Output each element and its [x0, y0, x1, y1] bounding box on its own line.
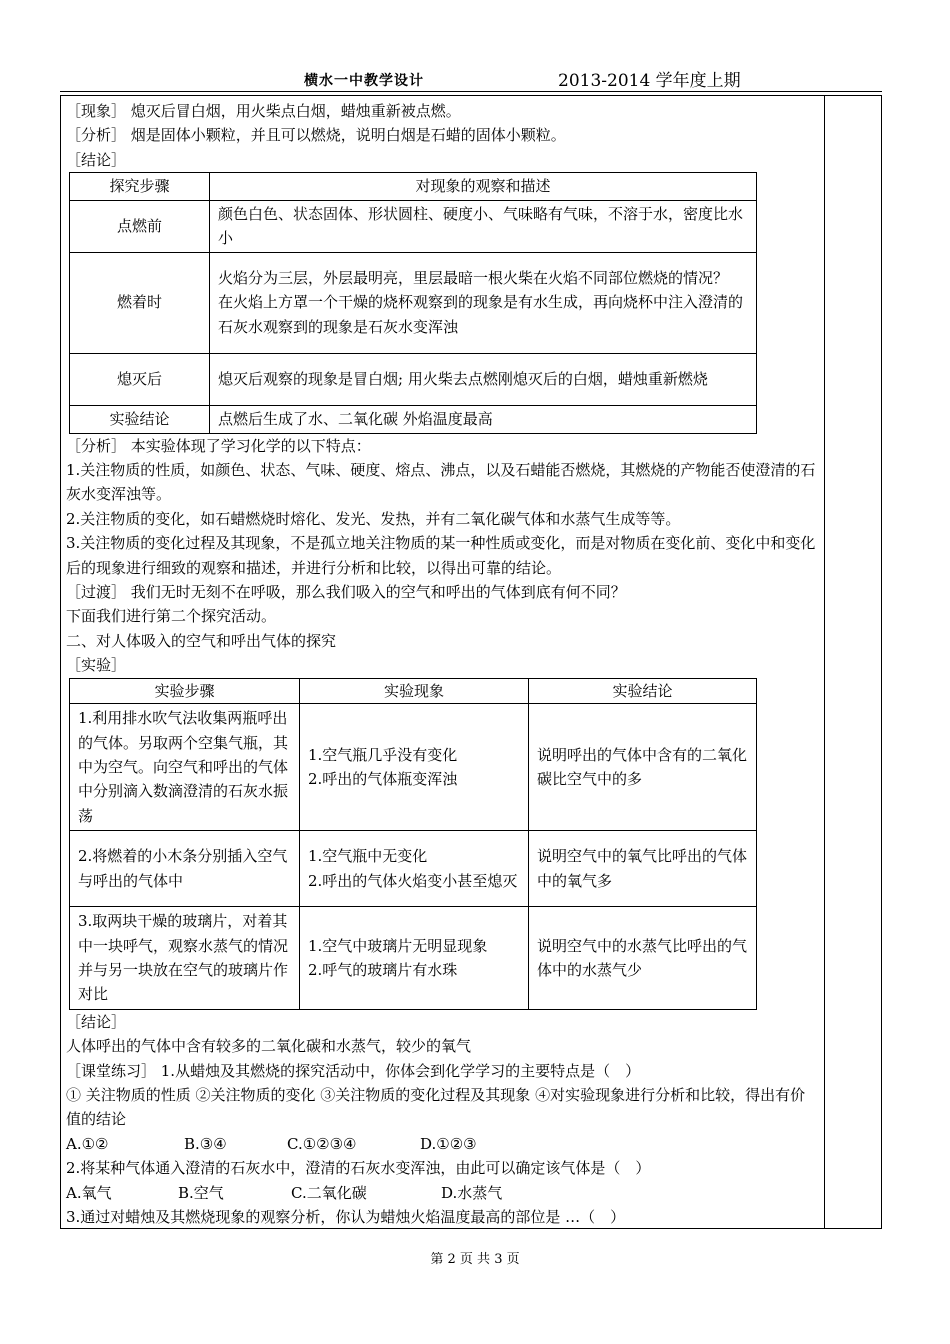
phenomenon-cell	[300, 831, 529, 907]
practice-question-2: 2.将某种气体通入澄清的石灰水中，澄清的石灰水变浑浊，由此可以确定该气体是（ ）	[66, 1159, 651, 1178]
conclusion-label: ［结论］	[66, 150, 127, 169]
practice-question-2-options	[66, 1181, 820, 1205]
table-row	[70, 704, 757, 831]
conclusion-cell: 说明空气中的氧气比呼出的气体中的氧气多	[529, 831, 757, 907]
transition-line: ［过渡］ 我们无时无刻不在呼吸，那么我们吸入的空气和呼出的气体到底有何不同？	[66, 583, 626, 602]
page-footer: 第 2 页 共 3 页	[430, 1252, 520, 1267]
practice-question-1-items: ① 关注物质的性质 ②关注物质的变化 ③关注物质的变化过程及其现象 ④对实验现象进行分析和比较，得出有价值的结论	[66, 1085, 806, 1129]
analysis-line: ［分析］ 烟是固体小颗粒，并且可以燃烧，说明白烟是石蜡的固体小颗粒。	[66, 126, 566, 145]
step-cell: 实验结论	[70, 405, 210, 433]
table-header-cell: 实验结论	[529, 678, 757, 703]
analysis-point: 1.关注物质的性质，如颜色、状态、气味、硬度、熔点、沸点，以及石蜡能否燃烧，其燃烧的产物能否使澄清的石灰水变浑浊等。	[66, 461, 816, 504]
table-header-cell: 实验现象	[300, 678, 529, 703]
step-cell: 1.利用排水吹气法收集两瓶呼出的气体。另取两个空集气瓶，其中为空气。向空气和呼出的气体中分别滴入数滴澄清的石灰水振荡	[70, 704, 300, 831]
table-header-cell: 对现象的观察和描述	[210, 173, 757, 200]
analysis-point: 3.关注物质的变化过程及其现象，不是孤立地关注物质的某一种性质或变化，而是对物质在变化前、变化中和变化后的现象进行细致的观察和描述，并进行分析和比较，以得出可靠的结论。	[66, 534, 816, 577]
step-cell: 3.取两块干燥的玻璃片，对着其中一块呼气，观察水蒸气的情况并与另一块放在空气的玻璃片作对比	[70, 907, 300, 1010]
phenomenon-line: 2.呼气的玻璃片有水珠	[308, 960, 458, 979]
section-heading: 二、对人体吸入的空气和呼出气体的探究	[66, 631, 337, 650]
candle-observation-table	[69, 172, 757, 433]
desc-cell	[210, 252, 757, 353]
option-c: C.二氧化碳	[291, 1183, 367, 1202]
table-row	[70, 907, 757, 1010]
conclusion2-label: ［结论］	[66, 1012, 127, 1031]
phenomenon-line: 1.空气瓶中无变化	[308, 847, 428, 866]
table-header-row	[70, 173, 757, 200]
option-a: A.①②	[66, 1134, 109, 1153]
phenomenon-line: ［现象］ 熄灭后冒白烟，用火柴点白烟，蜡烛重新被点燃。	[66, 102, 461, 120]
practice-question-1-options	[66, 1132, 820, 1156]
desc-cell: 点燃后生成了水、二氧化碳 外焰温度最高	[210, 405, 757, 433]
option-c: C.①②③④	[287, 1134, 357, 1153]
step-cell: 熄灭后	[70, 353, 210, 405]
option-d: D.①②③	[420, 1134, 477, 1153]
phenomenon-line: 2.呼出的气体火焰变小甚至熄灭	[308, 871, 518, 890]
table-header-cell: 探究步骤	[70, 173, 210, 200]
school-title: 横水一中教学设计	[304, 73, 424, 89]
desc-line: 在火焰上方罩一个干燥的烧杯观察到的现象是有水生成，再向烧杯中注入澄清的石灰水观察到的现象是石灰水变浑浊	[218, 293, 744, 336]
option-b: B.空气	[178, 1183, 224, 1202]
term-title: 2013-2014 学年度上期	[558, 71, 741, 91]
desc-cell: 熄灭后观察的现象是冒白烟; 用火柴去点燃刚熄灭后的白烟，蜡烛重新燃烧	[210, 353, 757, 405]
practice-question-1: ［课堂练习］ 1.从蜡烛及其燃烧的探究活动中，你体会到化学学习的主要特点是（ ）	[66, 1061, 641, 1080]
table-header-cell: 实验步骤	[70, 678, 300, 703]
table-row	[70, 831, 757, 907]
step-cell: 点燃前	[70, 200, 210, 252]
page-header	[60, 66, 882, 92]
conclusion2-text: 人体呼出的气体中含有较多的二氧化碳和水蒸气，较少的氧气	[66, 1037, 472, 1056]
option-a: A.氧气	[66, 1183, 112, 1202]
analysis-point: 2.关注物质的变化，如石蜡燃烧时熔化、发光、发热，并有二氧化碳气体和水蒸气生成等等。	[66, 509, 681, 528]
table-row	[70, 252, 757, 353]
phenomenon-cell	[300, 704, 529, 831]
breath-experiment-table	[69, 678, 757, 1010]
table-row	[70, 405, 757, 433]
phenomenon-cell	[300, 907, 529, 1010]
next-activity-line: 下面我们进行第二个探究活动。	[66, 607, 277, 626]
table-row	[70, 200, 757, 252]
phenomenon-line: 1.空气中玻璃片无明显现象	[308, 936, 488, 955]
phenomenon-line: 2.呼出的气体瓶变浑浊	[308, 770, 458, 789]
phenomenon-line: 1.空气瓶几乎没有变化	[308, 745, 458, 764]
side-notes-cell	[824, 95, 882, 1229]
option-b: B.③④	[184, 1134, 227, 1153]
practice-question-3: 3.通过对蜡烛及其燃烧现象的观察分析，你认为蜡烛火焰温度最高的部位是 …（ ）	[66, 1208, 626, 1226]
header-rule	[60, 91, 882, 92]
experiment-label: ［实验］	[66, 656, 127, 675]
table-row	[70, 353, 757, 405]
desc-cell: 颜色白色、状态固体、形状圆柱、硬度小、气味略有气味，不溶于水，密度比水小	[210, 200, 757, 252]
option-d: D.水蒸气	[441, 1183, 503, 1202]
document-body	[66, 99, 820, 1229]
conclusion-cell: 说明空气中的水蒸气比呼出的气体中的水蒸气少	[529, 907, 757, 1010]
desc-line: 火焰分为三层，外层最明亮，里层最暗一根火柴在火焰不同部位燃烧的情况？	[218, 269, 729, 288]
analysis2-intro: ［分析］ 本实验体现了学习化学的以下特点：	[66, 436, 371, 455]
step-cell: 2.将燃着的小木条分别插入空气与呼出的气体中	[70, 831, 300, 907]
conclusion-cell: 说明呼出的气体中含有的二氧化碳比空气中的多	[529, 704, 757, 831]
table-header-row	[70, 678, 757, 703]
step-cell: 燃着时	[70, 252, 210, 353]
